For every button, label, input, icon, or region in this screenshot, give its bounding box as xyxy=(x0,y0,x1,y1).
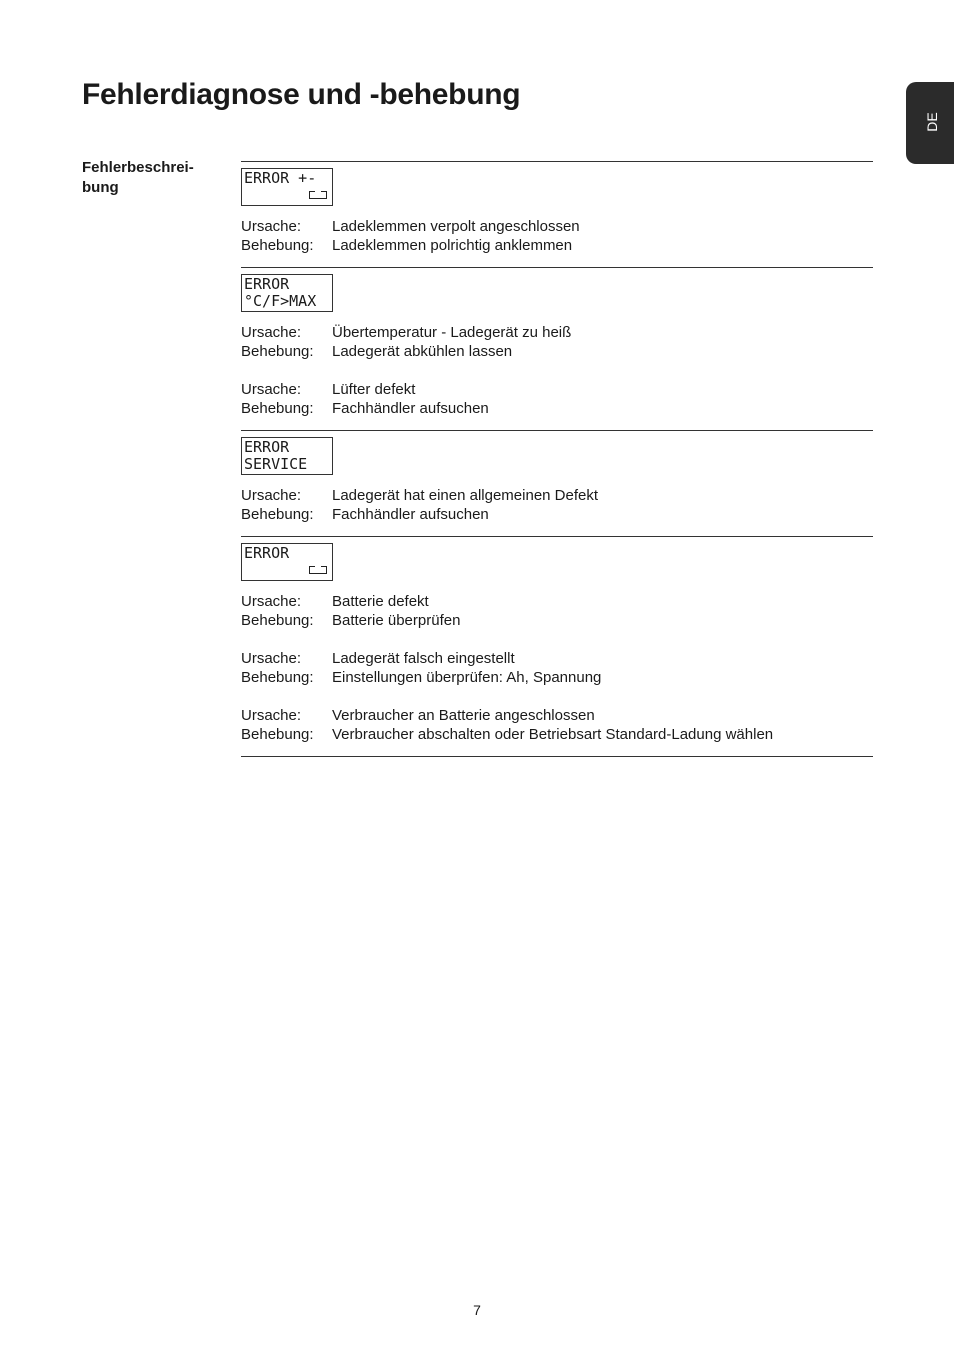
lcd-display xyxy=(241,274,333,312)
lcd-line-1: ERROR xyxy=(244,275,290,293)
cause-fix-pair: Ursache: Ladegerät hat einen allgemeinen Defekt Behebung: Fachhändler aufsuchen xyxy=(241,487,599,523)
cause-text: Lüfter defekt xyxy=(332,381,416,398)
cause-fix-pair: Ursache: Ladeklemmen verpolt angeschlossen Behebung: Ladeklemmen polrichtig anklemmen xyxy=(241,218,580,254)
fix-text: Fachhändler aufsuchen xyxy=(332,506,489,523)
lcd-display xyxy=(241,437,333,475)
language-tab xyxy=(906,82,954,164)
page-number: 7 xyxy=(473,1302,481,1318)
error-list xyxy=(241,161,873,757)
cause-fix-pair: Ursache: Lüfter defekt Behebung: Fachhändler aufsuchen xyxy=(241,381,489,417)
fix-text: Verbraucher abschalten oder Betriebsart Standard-Ladung wählen xyxy=(332,726,774,743)
lcd-line-1: ERROR xyxy=(244,544,290,562)
fix-text: Ladeklemmen polrichtig anklemmen xyxy=(332,237,573,254)
fix-text: Einstellungen überprüfen: Ah, Spannung xyxy=(332,669,602,686)
cause-text: Ladegerät hat einen allgemeinen Defekt xyxy=(332,487,599,504)
lcd-display xyxy=(241,168,333,206)
cause-fix-pair: Ursache: Verbraucher an Batterie angeschlossen Behebung: Verbraucher abschalten oder Betriebsart Standard-Ladung wählen xyxy=(241,707,774,743)
section-label: Fehlerbeschrei- bung xyxy=(82,159,194,196)
error-block xyxy=(241,161,873,267)
cause-text: Verbraucher an Batterie angeschlossen xyxy=(332,707,595,724)
error-block xyxy=(241,430,873,536)
fix-text: Batterie überprüfen xyxy=(332,612,461,629)
battery-icon xyxy=(309,566,329,575)
page-title: Fehlerdiagnose und -behebung xyxy=(82,78,521,111)
battery-icon xyxy=(309,191,329,200)
language-tab-label: DE xyxy=(924,112,940,132)
fix-text: Fachhändler aufsuchen xyxy=(332,400,489,417)
cause-fix-pair: Ursache: Ladegerät falsch eingestellt Behebung: Einstellungen überprüfen: Ah, Spannung xyxy=(241,650,602,686)
error-block xyxy=(241,267,873,430)
lcd-line-1: ERROR xyxy=(244,438,290,456)
error-block xyxy=(241,536,873,757)
cause-fix-pair: Ursache: Übertemperatur - Ladegerät zu heiß Behebung: Ladegerät abkühlen lassen xyxy=(241,324,572,360)
lcd-display xyxy=(241,543,333,581)
lcd-line-2: SERVICE xyxy=(244,455,308,473)
cause-text: Batterie defekt xyxy=(332,593,429,610)
fix-text: Ladegerät abkühlen lassen xyxy=(332,343,513,360)
cause-text: Übertemperatur - Ladegerät zu heiß xyxy=(332,324,572,341)
lcd-line-2: °C/F>MAX xyxy=(244,292,317,310)
lcd-line-1: ERROR +- xyxy=(244,169,317,187)
cause-text: Ladegerät falsch eingestellt xyxy=(332,650,515,667)
cause-text: Ladeklemmen verpolt angeschlossen xyxy=(332,218,580,235)
cause-fix-pair: Ursache: Batterie defekt Behebung: Batterie überprüfen xyxy=(241,593,461,629)
